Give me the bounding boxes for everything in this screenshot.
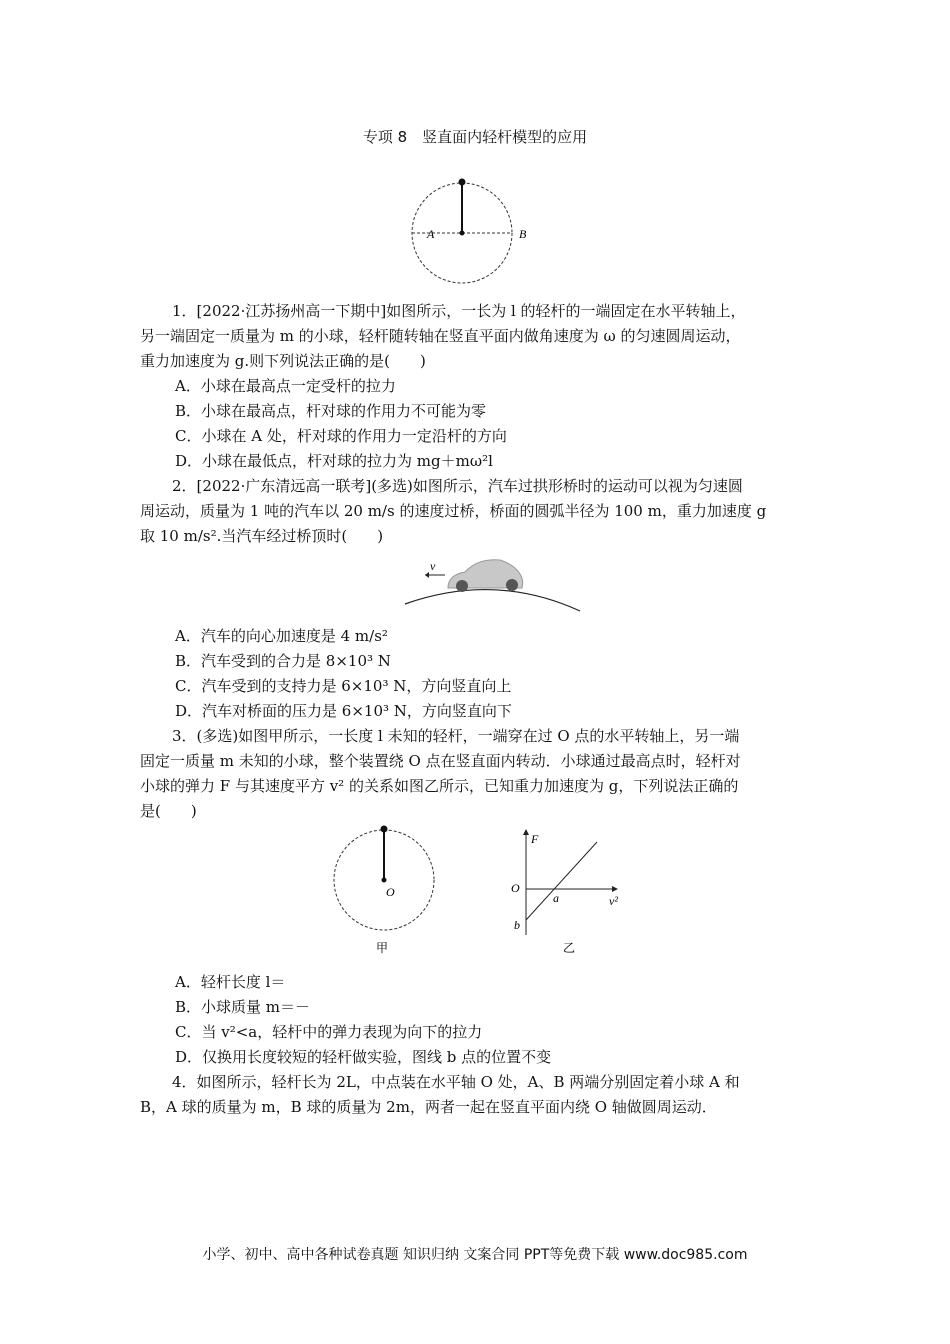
q3-option-a: A．轻杆长度 l＝ [175,973,286,991]
q1-option-c: C．小球在 A 处，杆对球的作用力一定沿杆的方向 [175,427,507,445]
q2-line: 取 10 m/s².当汽车经过桥顶时( ) [140,527,384,545]
q3-line: 3．(多选)如图甲所示，一长度 l 未知的轻杆，一端穿在过 O 点的水平转轴上，另一端 [172,727,740,745]
label-o: O [511,881,520,895]
caption-yi: 乙 [563,941,576,955]
q2-line: 2．[2022·广东清远高一联考](多选)如图所示，汽车过拱形桥时的运动可以视为匀速圆 [172,477,743,495]
q2-option-c: C．汽车受到的支持力是 6×10³ N，方向竖直向上 [175,677,512,695]
q2-option-a: A．汽车的向心加速度是 4 m/s² [175,627,388,645]
label-o: O [386,885,395,899]
label-b: b [514,918,520,932]
q3-option-d: D．仅换用长度较短的轻杆做实验，图线 b 点的位置不变 [175,1048,552,1066]
label-a: A [427,227,435,241]
q2-option-b: B．汽车受到的合力是 8×10³ N [175,652,391,670]
caption-jia: 甲 [376,941,389,955]
q1-option-d: D．小球在最低点，杆对球的拉力为 mg＋mω²l [175,452,493,470]
q3-line: 小球的弹力 F 与其速度平方 v² 的关系如图乙所示，已知重力加速度为 g，下列说法正确的 [140,777,739,795]
q4-line: 4．如图所示，轻杆长为 2L，中点装在水平轴 O 处，A、B 两端分别固定着小球 A 和 [172,1073,740,1091]
q3-option-c: C．当 v²<a，轻杆中的弹力表现为向下的拉力 [175,1023,483,1041]
label-v: v [430,559,436,573]
q3-line: 固定一质量 m 未知的小球，整个装置绕 O 点在竖直面内转动．小球通过最高点时，轻杆对 [140,752,741,770]
label-a: a [553,891,559,905]
q1-line: 重力加速度为 g.则下列说法正确的是( ) [140,352,426,370]
q1-option-b: B．小球在最高点，杆对球的作用力不可能为零 [175,402,487,420]
q1-line: 1．[2022·江苏扬州高一下期中]如图所示，一长为 l 的轻杆的一端固定在水平转轴上， [172,302,746,320]
q2-line: 周运动，质量为 1 吨的汽车以 20 m/s 的速度过桥，桥面的圆弧半径为 100 m，重力加速度 g [140,502,767,520]
label-v2: v² [609,894,618,908]
q1-option-a: A．小球在最高点一定受杆的拉力 [175,377,396,395]
q1-line: 另一端固定一质量为 m 的小球，轻杆随转轴在竖直平面内做角速度为 ω 的匀速圆周运动， [140,327,741,345]
label-b: B [519,227,527,241]
page-title: 专项 8 竖直面内轻杆模型的应用 [362,128,588,146]
q2-option-d: D．汽车对桥面的压力是 6×10³ N，方向竖直向下 [175,702,512,720]
q3-line: 是( ) [140,802,197,820]
label-f: F [531,832,539,846]
footer-text: 小学、初中、高中各种试卷真题 知识归纳 文案合同 PPT等免费下载 www.doc985.com [202,1247,748,1263]
q3-option-b: B．小球质量 m＝－ [175,998,311,1016]
q4-line: B，A 球的质量为 m，B 球的质量为 2m，两者一起在竖直平面内绕 O 轴做圆周运动． [140,1098,717,1116]
